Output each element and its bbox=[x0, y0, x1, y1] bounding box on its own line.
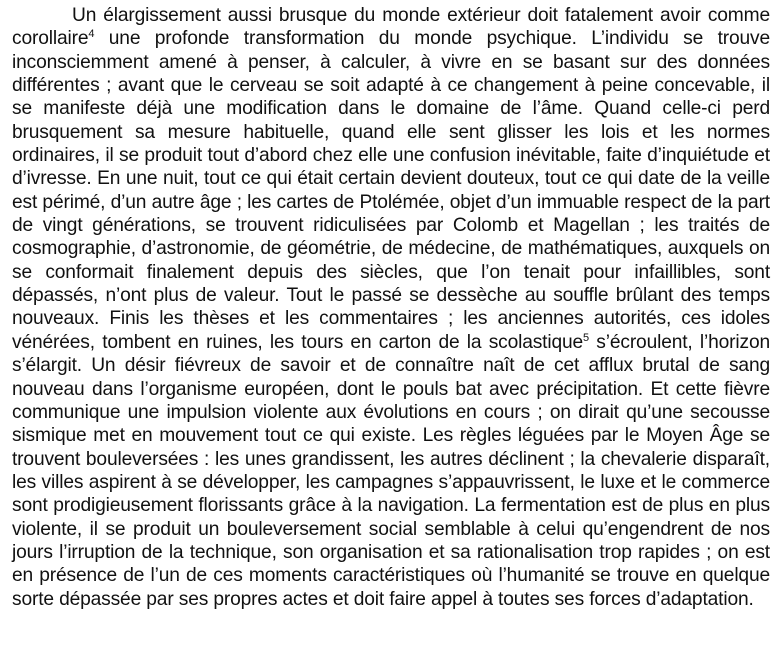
paragraph-text: Un élargissement aussi brusque du monde extérieur doit fatalement avoir comme corollaire bbox=[12, 5, 770, 50]
footnote-reference: 4 bbox=[88, 28, 95, 41]
paragraph-text: une profonde transformation du monde psychique. L’individu se trouve inconsciemment amené à penser, à calculer, à vivre en se basant sur des données différentes ; avant que le cerveau se soit adapté à ce changement à peine concevable, il se manifeste déjà une modification dans le domaine de l’âme. Quand celle-ci perd brusquement sa mesure habituelle, quand elle sent glisser les lois et les normes ordinaires, il se produit tout d’abord chez elle une confusion inévitable, faite d’inquiétude et d’ivresse. En une nuit, tout ce qui était certain devient douteux, tout ce qui date de la veille est périmé, d’un autre âge ; les cartes de Ptolémée, objet d’un immuable respect de la part de vingt générations, se trouvent ridiculisées par Colomb et Magellan ; les traités de cosmographie, d’astronomie, de géométrie, de médecine, de mathématiques, auxquels on se conformait finalement depuis des siècles, que l’on tenait pour infaillibles, sont dépassés, n’ont plus de valeur. Tout le passé se dessèche au souffle brûlant des temps nouveaux. Finis les thèses et les commentaires ; les anciennes autorités, ces idoles vénérées, tombent en ruines, les tours en carton de la scolastique bbox=[12, 28, 770, 353]
document-page bbox=[12, 4, 770, 611]
body-paragraph bbox=[12, 4, 770, 611]
paragraph-text: s’écroulent, l’horizon s’élargit. Un désir fiévreux de savoir et de connaître naît de cet afflux brutal de sang nouveau dans l’organisme européen, dont le pouls bat avec précipitation. Et cette fièvre communique une impulsion violente aux évolutions en cours ; on dirait qu’une secousse sismique met en mouvement tout ce qui existe. Les règles léguées par le Moyen Âge se trouvent bouleversées : les unes grandissent, les autres déclinent ; la chevalerie disparaît, les villes aspirent à se développer, les campagnes s’appauvrissent, le luxe et le commerce sont prodigieusement florissants grâce à la navigation. La fermentation est de plus en plus violente, il se produit un bouleversement social semblable à celui qu’engendrent de nos jours l’irruption de la technique, son organisation et sa rationalisation trop rapides ; on est en présence de l’un de ces moments caractéristiques où l’humanité se trouve en quelque sorte dépassée par ses propres actes et doit faire appel à toutes ses forces d’adaptation. bbox=[12, 331, 770, 610]
footnote-reference: 5 bbox=[583, 331, 590, 344]
